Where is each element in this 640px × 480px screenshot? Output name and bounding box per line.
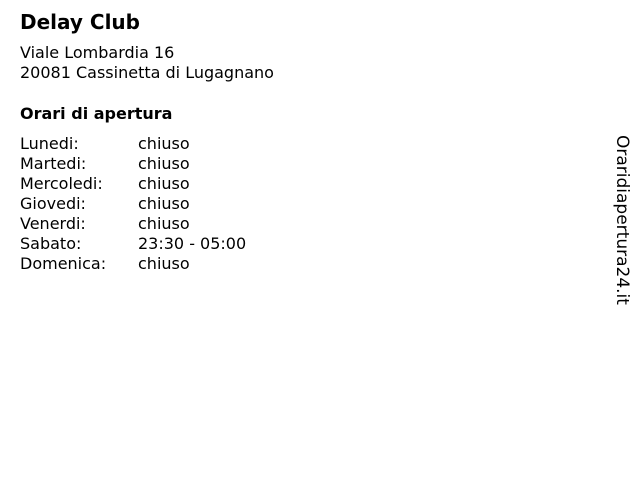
watermark-text: Oraridiapertura24.it — [612, 135, 632, 305]
hours-row-thursday — [20, 194, 246, 214]
site-watermark — [612, 135, 632, 310]
hours-row-wednesday — [20, 174, 246, 194]
hours-row-tuesday — [20, 154, 246, 174]
business-address — [20, 43, 274, 83]
hours-row-monday — [20, 134, 246, 154]
day-label: Giovedi: — [20, 194, 86, 213]
day-hours: chiuso — [138, 154, 190, 173]
day-hours: chiuso — [138, 134, 190, 153]
opening-hours-heading: Orari di apertura — [20, 104, 173, 123]
address-street: Viale Lombardia 16 — [20, 43, 175, 62]
day-hours: 23:30 - 05:00 — [138, 234, 247, 253]
hours-row-saturday — [20, 234, 246, 254]
opening-hours-table — [20, 134, 246, 274]
address-city: 20081 Cassinetta di Lugagnano — [20, 63, 274, 82]
day-hours: chiuso — [138, 174, 190, 193]
day-hours: chiuso — [138, 194, 190, 213]
hours-row-sunday — [20, 254, 246, 274]
day-label: Mercoledi: — [20, 174, 103, 193]
day-hours: chiuso — [138, 254, 190, 273]
day-label: Lunedi: — [20, 134, 79, 153]
day-hours: chiuso — [138, 214, 190, 233]
business-name: Delay Club — [20, 10, 140, 34]
day-label: Martedi: — [20, 154, 87, 173]
day-label: Sabato: — [20, 234, 82, 253]
hours-row-friday — [20, 214, 246, 234]
day-label: Domenica: — [20, 254, 107, 273]
day-label: Venerdi: — [20, 214, 86, 233]
